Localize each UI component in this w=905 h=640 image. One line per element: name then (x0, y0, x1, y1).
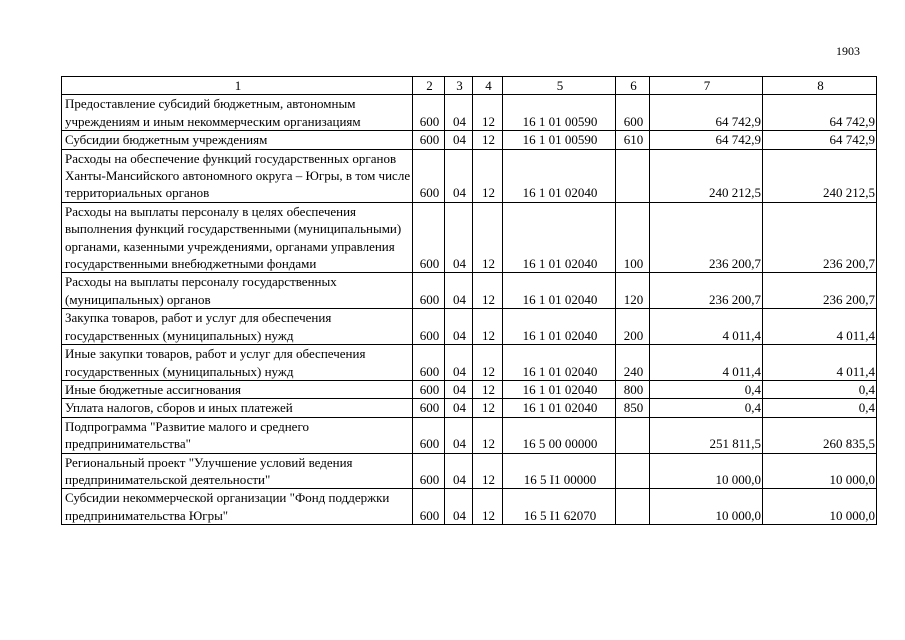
cell-c4: 12 (473, 453, 503, 489)
row-name: Уплата налогов, сборов и иных платежей (62, 399, 413, 417)
cell-c8: 260 835,5 (763, 417, 877, 453)
cell-c4: 12 (473, 131, 503, 149)
row-name: Расходы на выплаты персоналу в целях обеспечения выполнения функций государственными (муниципальными) органами, казенными учреждениями, органами управления государственными внебюджетными фондами (62, 202, 413, 273)
table-row (62, 399, 877, 417)
cell-c5: 16 1 01 02040 (503, 380, 616, 398)
cell-c4: 12 (473, 202, 503, 273)
cell-c3: 04 (445, 95, 473, 131)
cell-c6 (616, 149, 650, 202)
column-header: 1 (62, 77, 413, 95)
cell-c5: 16 1 01 00590 (503, 95, 616, 131)
table-body (62, 95, 877, 525)
cell-c3: 04 (445, 149, 473, 202)
table-header (62, 77, 877, 95)
cell-c2: 600 (413, 399, 445, 417)
row-name: Предоставление субсидий бюджетным, автономным учреждениям и иным некоммерческим организациям (62, 95, 413, 131)
cell-c3: 04 (445, 273, 473, 309)
column-header: 4 (473, 77, 503, 95)
column-header: 6 (616, 77, 650, 95)
cell-c6 (616, 489, 650, 525)
cell-c3: 04 (445, 489, 473, 525)
row-name: Субсидии некоммерческой организации "Фонд поддержки предпринимательства Югры" (62, 489, 413, 525)
cell-c2: 600 (413, 309, 445, 345)
cell-c6: 200 (616, 309, 650, 345)
row-name: Региональный проект "Улучшение условий ведения предпринимательской деятельности" (62, 453, 413, 489)
cell-c8: 10 000,0 (763, 453, 877, 489)
cell-c4: 12 (473, 399, 503, 417)
cell-c5: 16 1 01 00590 (503, 131, 616, 149)
column-header: 7 (650, 77, 763, 95)
cell-c3: 04 (445, 453, 473, 489)
cell-c4: 12 (473, 273, 503, 309)
cell-c7: 10 000,0 (650, 453, 763, 489)
table-row (62, 345, 877, 381)
cell-c2: 600 (413, 131, 445, 149)
cell-c7: 240 212,5 (650, 149, 763, 202)
cell-c2: 600 (413, 489, 445, 525)
cell-c6: 610 (616, 131, 650, 149)
table-row (62, 149, 877, 202)
cell-c4: 12 (473, 309, 503, 345)
cell-c7: 0,4 (650, 380, 763, 398)
cell-c6: 240 (616, 345, 650, 381)
cell-c8: 0,4 (763, 399, 877, 417)
table-row (62, 202, 877, 273)
cell-c3: 04 (445, 309, 473, 345)
cell-c3: 04 (445, 417, 473, 453)
cell-c5: 16 1 01 02040 (503, 273, 616, 309)
cell-c7: 236 200,7 (650, 202, 763, 273)
cell-c2: 600 (413, 149, 445, 202)
cell-c5: 16 1 01 02040 (503, 345, 616, 381)
cell-c7: 64 742,9 (650, 95, 763, 131)
cell-c6 (616, 453, 650, 489)
cell-c5: 16 1 01 02040 (503, 149, 616, 202)
cell-c4: 12 (473, 489, 503, 525)
column-header: 5 (503, 77, 616, 95)
cell-c2: 600 (413, 345, 445, 381)
cell-c3: 04 (445, 380, 473, 398)
cell-c8: 236 200,7 (763, 273, 877, 309)
cell-c7: 4 011,4 (650, 309, 763, 345)
column-header: 8 (763, 77, 877, 95)
cell-c8: 236 200,7 (763, 202, 877, 273)
page-number: 1903 (836, 44, 860, 58)
cell-c6: 850 (616, 399, 650, 417)
cell-c7: 10 000,0 (650, 489, 763, 525)
cell-c2: 600 (413, 417, 445, 453)
cell-c3: 04 (445, 202, 473, 273)
row-name: Закупка товаров, работ и услуг для обеспечения государственных (муниципальных) нужд (62, 309, 413, 345)
header-row (62, 77, 877, 95)
cell-c8: 4 011,4 (763, 309, 877, 345)
table-row (62, 309, 877, 345)
cell-c6: 800 (616, 380, 650, 398)
cell-c7: 236 200,7 (650, 273, 763, 309)
cell-c4: 12 (473, 380, 503, 398)
cell-c2: 600 (413, 273, 445, 309)
cell-c3: 04 (445, 399, 473, 417)
column-header: 2 (413, 77, 445, 95)
cell-c7: 0,4 (650, 399, 763, 417)
table-row (62, 380, 877, 398)
cell-c4: 12 (473, 149, 503, 202)
row-name: Расходы на выплаты персоналу государственных (муниципальных) органов (62, 273, 413, 309)
cell-c4: 12 (473, 417, 503, 453)
cell-c5: 16 5 00 00000 (503, 417, 616, 453)
table-row (62, 131, 877, 149)
row-name: Иные бюджетные ассигнования (62, 380, 413, 398)
cell-c5: 16 1 01 02040 (503, 309, 616, 345)
row-name: Иные закупки товаров, работ и услуг для обеспечения государственных (муниципальных) нужд (62, 345, 413, 381)
cell-c7: 251 811,5 (650, 417, 763, 453)
row-name: Субсидии бюджетным учреждениям (62, 131, 413, 149)
cell-c6: 600 (616, 95, 650, 131)
cell-c2: 600 (413, 202, 445, 273)
cell-c5: 16 1 01 02040 (503, 399, 616, 417)
table-row (62, 453, 877, 489)
cell-c8: 4 011,4 (763, 345, 877, 381)
row-name: Расходы на обеспечение функций государственных органов Ханты-Мансийского автономного округа – Югры, в том числе территориальных органов (62, 149, 413, 202)
cell-c3: 04 (445, 345, 473, 381)
cell-c5: 16 5 I1 00000 (503, 453, 616, 489)
cell-c7: 4 011,4 (650, 345, 763, 381)
table-row (62, 273, 877, 309)
table-row (62, 417, 877, 453)
cell-c8: 240 212,5 (763, 149, 877, 202)
column-header: 3 (445, 77, 473, 95)
table-row (62, 95, 877, 131)
cell-c2: 600 (413, 380, 445, 398)
cell-c2: 600 (413, 453, 445, 489)
cell-c6 (616, 417, 650, 453)
table-row (62, 489, 877, 525)
cell-c8: 10 000,0 (763, 489, 877, 525)
cell-c4: 12 (473, 95, 503, 131)
cell-c8: 64 742,9 (763, 95, 877, 131)
cell-c8: 0,4 (763, 380, 877, 398)
budget-table (61, 76, 877, 525)
cell-c3: 04 (445, 131, 473, 149)
row-name: Подпрограмма "Развитие малого и среднего предпринимательства" (62, 417, 413, 453)
cell-c6: 120 (616, 273, 650, 309)
cell-c6: 100 (616, 202, 650, 273)
cell-c4: 12 (473, 345, 503, 381)
cell-c5: 16 5 I1 62070 (503, 489, 616, 525)
cell-c2: 600 (413, 95, 445, 131)
cell-c7: 64 742,9 (650, 131, 763, 149)
cell-c5: 16 1 01 02040 (503, 202, 616, 273)
cell-c8: 64 742,9 (763, 131, 877, 149)
